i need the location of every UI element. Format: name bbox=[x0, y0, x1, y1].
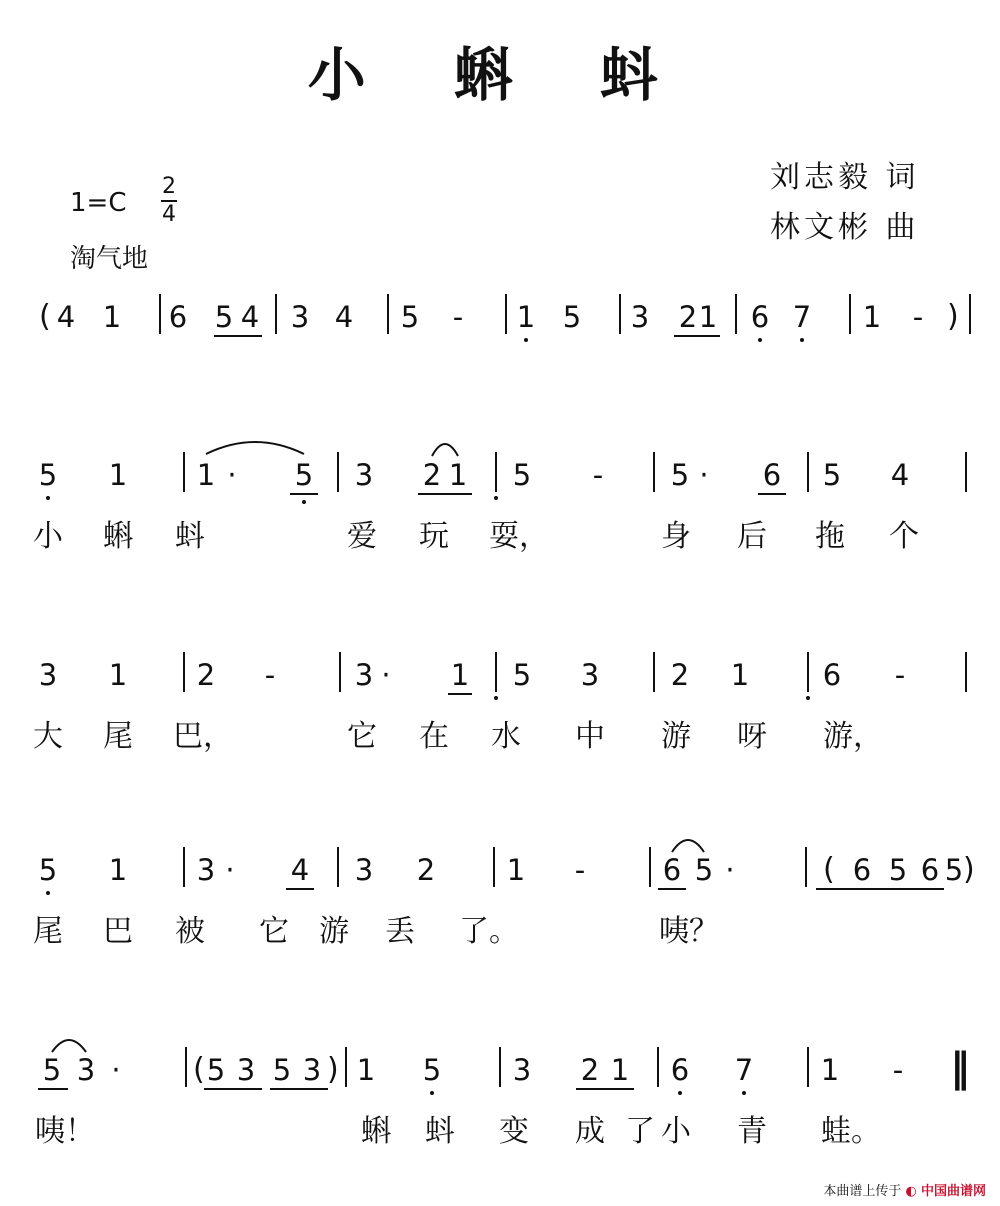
note-underline bbox=[214, 335, 262, 337]
barline bbox=[505, 294, 507, 334]
lyric-syllable: 蚪 bbox=[425, 1114, 455, 1149]
lyric-syllable: 游， bbox=[823, 719, 883, 754]
low-octave-dot bbox=[494, 496, 498, 500]
low-octave-dot bbox=[524, 338, 528, 342]
lyric-syllable: 小 bbox=[33, 519, 63, 554]
barline bbox=[805, 847, 807, 887]
augmentation-dot: · bbox=[111, 1053, 121, 1087]
close-paren: ) bbox=[947, 299, 959, 334]
note: 6 bbox=[920, 853, 940, 887]
note-underline bbox=[576, 1088, 634, 1090]
note: 1 bbox=[730, 658, 750, 692]
barline bbox=[275, 294, 277, 334]
note: 5 bbox=[422, 1053, 442, 1087]
note-underline bbox=[674, 335, 720, 337]
note: 5 bbox=[888, 853, 908, 887]
lyric-syllable: 游 bbox=[661, 719, 691, 754]
lyric-syllable: 蝌 bbox=[103, 519, 133, 554]
note: 6 bbox=[670, 1053, 690, 1087]
barline bbox=[183, 652, 185, 692]
note: 4 bbox=[334, 300, 354, 334]
open-paren: ( bbox=[193, 1052, 205, 1087]
lyric-syllable: 拖 bbox=[815, 519, 845, 554]
note: 5 bbox=[38, 853, 58, 887]
lyric-syllable: 个 bbox=[889, 519, 919, 554]
note: 1 bbox=[450, 658, 470, 692]
augmentation-dot: · bbox=[699, 458, 709, 492]
dash-extension: - bbox=[892, 1053, 904, 1087]
barline bbox=[657, 1047, 659, 1087]
note: 6 bbox=[762, 458, 782, 492]
note: 5 bbox=[42, 1053, 62, 1087]
barline bbox=[649, 847, 651, 887]
note: 5 bbox=[400, 300, 420, 334]
note: 1 bbox=[862, 300, 882, 334]
barline bbox=[387, 294, 389, 334]
final-barline: ‖ bbox=[950, 1045, 970, 1091]
lyric-syllable: 了 bbox=[625, 1114, 655, 1149]
lyric-syllable: 水 bbox=[491, 719, 521, 754]
note: 5 bbox=[670, 458, 690, 492]
lyric-syllable: 丢 bbox=[385, 914, 415, 949]
lyric-syllable: 爱 bbox=[347, 519, 377, 554]
open-paren: ( bbox=[39, 299, 51, 334]
close-paren: ) bbox=[327, 1052, 339, 1087]
meter-numerator: 2 bbox=[162, 174, 176, 199]
note-underline bbox=[290, 493, 318, 495]
note: 5 bbox=[512, 458, 532, 492]
note-underline bbox=[38, 1088, 68, 1090]
note: 5 bbox=[694, 853, 714, 887]
tempo-marking: 淘气地 bbox=[70, 244, 149, 274]
barline bbox=[807, 452, 809, 492]
note: 1 bbox=[108, 458, 128, 492]
low-octave-dot bbox=[46, 496, 50, 500]
note: 2 bbox=[678, 300, 698, 334]
lyricist-credit: 刘志毅 词 bbox=[770, 160, 920, 195]
low-octave-dot bbox=[430, 1091, 434, 1095]
close-paren: ) bbox=[963, 852, 975, 887]
note: 1 bbox=[108, 658, 128, 692]
note: 3 bbox=[38, 658, 58, 692]
lyric-syllable: 身 bbox=[661, 519, 691, 554]
slur-arc bbox=[672, 840, 704, 852]
note: 1 bbox=[506, 853, 526, 887]
note: 4 bbox=[240, 300, 260, 334]
open-paren: ( bbox=[823, 852, 835, 887]
note: 5 bbox=[214, 300, 234, 334]
note: 1 bbox=[698, 300, 718, 334]
low-octave-dot bbox=[302, 500, 306, 504]
low-octave-dot bbox=[494, 696, 498, 700]
note: 3 bbox=[354, 658, 374, 692]
lyric-syllable: 尾 bbox=[103, 719, 133, 754]
note: 2 bbox=[416, 853, 436, 887]
lyric-syllable: 后 bbox=[737, 519, 767, 554]
dash-extension: - bbox=[452, 300, 464, 334]
note: 4 bbox=[890, 458, 910, 492]
lyric-syllable: 青 bbox=[737, 1114, 767, 1149]
lyric-syllable: 成 bbox=[575, 1114, 605, 1149]
note-underline bbox=[270, 1088, 328, 1090]
note: 6 bbox=[168, 300, 188, 334]
note-underline bbox=[658, 888, 686, 890]
barline bbox=[339, 652, 341, 692]
barline bbox=[653, 652, 655, 692]
barline bbox=[337, 452, 339, 492]
low-octave-dot bbox=[800, 338, 804, 342]
note: 3 bbox=[354, 853, 374, 887]
song-title: 小 蝌 蚪 bbox=[307, 41, 693, 109]
low-octave-dot bbox=[678, 1091, 682, 1095]
lyric-syllable: 咦！ bbox=[35, 1114, 95, 1149]
lyric-syllable: 它 bbox=[347, 719, 377, 754]
slur-arc bbox=[432, 444, 458, 456]
low-octave-dot bbox=[742, 1091, 746, 1095]
low-octave-dot bbox=[758, 338, 762, 342]
barline bbox=[495, 652, 497, 692]
barline bbox=[495, 452, 497, 492]
note: 6 bbox=[662, 853, 682, 887]
note: 3 bbox=[580, 658, 600, 692]
barline bbox=[735, 294, 737, 334]
upload-note: 本曲谱上传于 bbox=[823, 1184, 902, 1199]
dash-extension: - bbox=[574, 853, 586, 887]
note-underline bbox=[204, 1088, 262, 1090]
note: 1 bbox=[516, 300, 536, 334]
barline bbox=[849, 294, 851, 334]
note: 3 bbox=[290, 300, 310, 334]
dash-extension: - bbox=[912, 300, 924, 334]
note: 1 bbox=[196, 458, 216, 492]
composer-credit: 林文彬 曲 bbox=[770, 210, 920, 245]
site-name: 中国曲谱网 bbox=[920, 1184, 986, 1199]
lyric-syllable: 小 bbox=[661, 1114, 691, 1149]
lyric-syllable: 巴， bbox=[173, 719, 233, 754]
note: 5 bbox=[38, 458, 58, 492]
barline bbox=[965, 652, 967, 692]
note: 5 bbox=[562, 300, 582, 334]
note: 3 bbox=[302, 1053, 322, 1087]
note: 3 bbox=[236, 1053, 256, 1087]
barline bbox=[185, 1047, 187, 1087]
note: 6 bbox=[822, 658, 842, 692]
meter-denominator: 4 bbox=[162, 202, 176, 227]
lyric-syllable: 蝌 bbox=[361, 1114, 391, 1149]
barline bbox=[807, 652, 809, 692]
site-logo-icon: ◐ bbox=[905, 1184, 917, 1199]
low-octave-dot bbox=[46, 891, 50, 895]
lyric-syllable: 被 bbox=[175, 914, 205, 949]
note-underline bbox=[286, 888, 314, 890]
note: 2 bbox=[670, 658, 690, 692]
note-underline bbox=[448, 693, 472, 695]
note: 3 bbox=[354, 458, 374, 492]
upload-footer bbox=[823, 1180, 986, 1199]
lyric-syllable: 玩 bbox=[419, 519, 449, 554]
dash-extension: - bbox=[264, 658, 276, 692]
barline bbox=[337, 847, 339, 887]
note: 1 bbox=[108, 853, 128, 887]
note: 4 bbox=[290, 853, 310, 887]
note: 4 bbox=[56, 300, 76, 334]
barline bbox=[183, 452, 185, 492]
note: 5 bbox=[822, 458, 842, 492]
note: 2 bbox=[422, 458, 442, 492]
note: 5 bbox=[272, 1053, 292, 1087]
lyric-syllable: 耍， bbox=[489, 519, 549, 554]
barline bbox=[965, 452, 967, 492]
lyric-syllable: 游 bbox=[319, 914, 349, 949]
note: 6 bbox=[852, 853, 872, 887]
lyric-syllable: 巴 bbox=[103, 914, 133, 949]
lyric-syllable: 了。 bbox=[459, 914, 519, 949]
note: 3 bbox=[512, 1053, 532, 1087]
note-underline bbox=[884, 888, 944, 890]
note: 5 bbox=[944, 853, 964, 887]
lyric-syllable: 咦？ bbox=[659, 914, 719, 949]
note: 2 bbox=[196, 658, 216, 692]
dash-extension: - bbox=[894, 658, 906, 692]
note: 2 bbox=[580, 1053, 600, 1087]
key-signature: 1=C bbox=[70, 188, 127, 218]
barline bbox=[183, 847, 185, 887]
note: 3 bbox=[630, 300, 650, 334]
augmentation-dot: · bbox=[725, 853, 735, 887]
note: 3 bbox=[196, 853, 216, 887]
lyric-syllable: 蚪 bbox=[175, 519, 205, 554]
time-signature bbox=[158, 174, 180, 228]
augmentation-dot: · bbox=[381, 658, 391, 692]
note-underline bbox=[758, 493, 786, 495]
barline bbox=[159, 294, 161, 334]
lyric-syllable: 大 bbox=[33, 719, 63, 754]
lyric-syllable: 变 bbox=[499, 1114, 529, 1149]
note: 5 bbox=[206, 1053, 226, 1087]
note: 1 bbox=[448, 458, 468, 492]
note: 5 bbox=[512, 658, 532, 692]
dash-extension: - bbox=[592, 458, 604, 492]
lyric-syllable: 呀 bbox=[737, 719, 767, 754]
note: 7 bbox=[734, 1053, 754, 1087]
barline bbox=[345, 1047, 347, 1087]
augmentation-dot: · bbox=[225, 853, 235, 887]
note: 1 bbox=[102, 300, 122, 334]
lyric-syllable: 尾 bbox=[33, 914, 63, 949]
low-octave-dot bbox=[806, 696, 810, 700]
lyric-syllable: 中 bbox=[575, 719, 605, 754]
barline bbox=[493, 847, 495, 887]
lyric-syllable: 在 bbox=[419, 719, 449, 754]
barline bbox=[807, 1047, 809, 1087]
note: 7 bbox=[792, 300, 812, 334]
note: 1 bbox=[356, 1053, 376, 1087]
slur-arc bbox=[206, 442, 304, 454]
slur-arc bbox=[52, 1040, 86, 1052]
augmentation-dot: · bbox=[227, 458, 237, 492]
barline bbox=[653, 452, 655, 492]
note: 6 bbox=[750, 300, 770, 334]
barline bbox=[969, 294, 971, 334]
barline bbox=[619, 294, 621, 334]
note: 1 bbox=[610, 1053, 630, 1087]
lyric-syllable: 它 bbox=[259, 914, 289, 949]
lyric-syllable: 蛙。 bbox=[821, 1114, 881, 1149]
note: 1 bbox=[820, 1053, 840, 1087]
note-underline bbox=[418, 493, 472, 495]
note: 3 bbox=[76, 1053, 96, 1087]
barline bbox=[499, 1047, 501, 1087]
note: 5 bbox=[294, 458, 314, 492]
